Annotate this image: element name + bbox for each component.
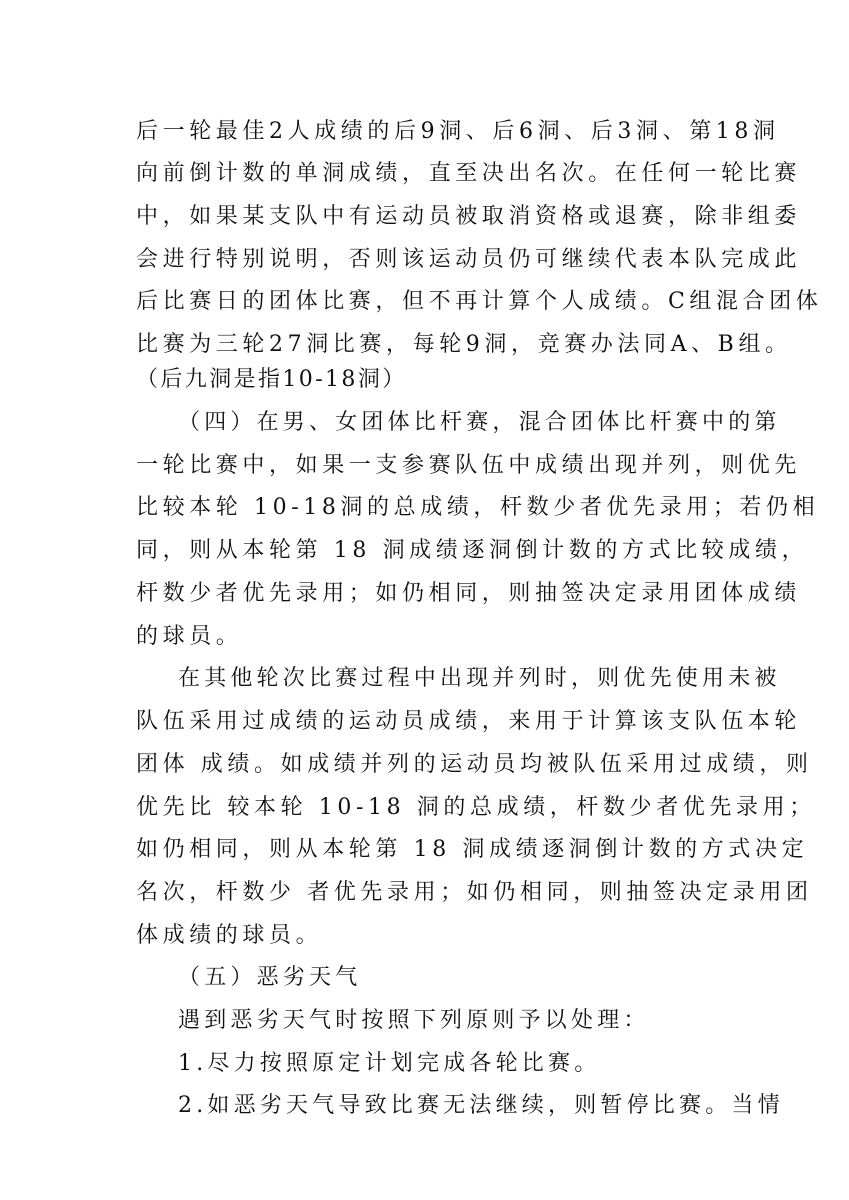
- line-text: 队伍采用过成绩的运动员成绩，来用于计算该支队伍本轮: [136, 709, 802, 734]
- line-text: 后一轮最佳2人成绩的后9洞、后6洞、后3洞、第18洞: [136, 119, 780, 144]
- line-text: 名次，杆数少 者优先录用；如仍相同，则抽签决定录用团: [136, 880, 813, 905]
- line-text: 会进行特别说明，否则该运动员仍可继续代表本队完成此: [136, 247, 802, 272]
- line-text: 的球员。: [136, 624, 243, 649]
- line-text: 在其他轮次比赛过程中出现并列时，则优先使用未被: [178, 666, 781, 691]
- line-text: 后比赛日的团体比赛，但不再计算个人成绩。C组混合团体: [136, 289, 823, 314]
- line-text: 向前倒计数的单洞成绩，直至决出名次。在任何一轮比赛: [136, 161, 802, 186]
- line-text: 如仍相同，则从本轮第 18 洞成绩逐洞倒计数的方式决定: [136, 837, 809, 862]
- line-text: 遇到恶劣天气时按照下列原则予以处理：: [178, 1008, 650, 1033]
- list-item: 2.如恶劣天气导致比赛无法继续，则暂停比赛。当情: [178, 1093, 784, 1118]
- line-text: （四）在男、女团体比杆赛，混合团体比杆赛中的第: [178, 410, 781, 435]
- section-heading: （五）恶劣天气: [178, 965, 362, 990]
- line-text: 体成绩的球员。: [136, 923, 323, 948]
- line-text: 同，则从本轮第 18 洞成绩逐洞倒计数的方式比较成绩，: [136, 538, 809, 563]
- line-text: 团体 成绩。如成绩并列的运动员均被队伍采用过成绩，则: [136, 752, 813, 777]
- line-text: 杆数少者优先录用；如仍相同，则抽签决定录用团体成绩: [136, 581, 802, 606]
- list-item: 1.尽力按照原定计划完成各轮比赛。: [178, 1051, 601, 1076]
- line-text: 优先比 较本轮 10-18 洞的总成绩，杆数少者优先录用；: [136, 795, 816, 820]
- line-text: 比赛为三轮27洞比赛，每轮9洞，竞赛办法同A、B组。: [136, 332, 792, 357]
- line-text: （后九洞是指10-18洞）: [136, 367, 407, 392]
- line-text: 一轮比赛中，如果一支参赛队伍中成绩出现并列，则优先: [136, 453, 802, 478]
- line-text: 中，如果某支队中有运动员被取消资格或退赛，除非组委: [136, 204, 802, 229]
- line-text: 比较本轮 10-18洞的总成绩，杆数少者优先录用；若仍相: [136, 495, 820, 520]
